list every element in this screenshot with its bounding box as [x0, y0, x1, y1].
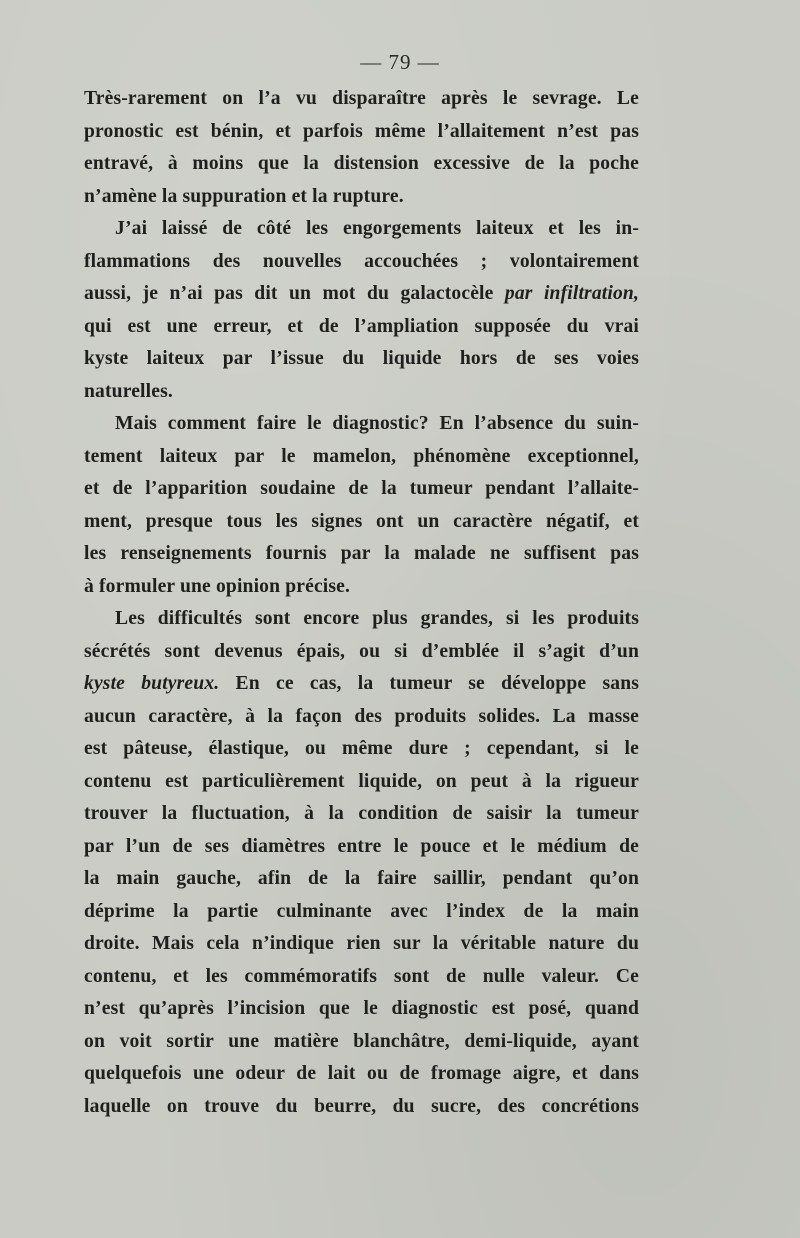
text-line: sécrétés sont devenus épais, ou si d’emblée il s’agit d’un — [84, 640, 639, 662]
text-line: et de l’apparition soudaine de la tumeur pendant l’allaite- — [84, 478, 639, 499]
text-line: n’est qu’après l’incision que le diagnostic est posé, quand — [84, 998, 639, 1019]
text-line: quelquefois une odeur de lait ou de fromage aigre, et dans — [84, 1063, 639, 1084]
page-number: — 79 — — [360, 50, 440, 74]
text-line: Très-rarement on l’a vu disparaître après le sevrage. Le — [84, 88, 639, 109]
text-segment: aussi, je n’ai pas dit un mot du galactocèle — [84, 283, 505, 304]
text-line: par l’un de ses diamètres entre le pouce et le médium de — [84, 835, 639, 857]
text-line: tement laiteux par le mamelon, phénomène exceptionnel, — [84, 445, 639, 467]
text-line: ment, presque tous les signes ont un caractère négatif, et — [84, 510, 639, 532]
text-line: la main gauche, afin de la faire saillir, pendant qu’on — [84, 868, 639, 889]
text-line: qui est une erreur, et de l’ampliation supposée du vrai — [84, 315, 639, 337]
text-line: pronostic est bénin, et parfois même l’allaitement n’est pas — [84, 120, 639, 142]
text-line: contenu, et les commémoratifs sont de nulle valeur. Ce — [84, 965, 639, 987]
text-line: flammations des nouvelles accouchées ; volontairement — [84, 250, 639, 272]
text-line: n’amène la suppuration et la rupture. — [84, 185, 404, 207]
italic-term: kyste butyreux. — [84, 673, 220, 694]
body-text — [84, 83, 639, 1123]
text-line: kyste laiteux par l’issue du liquide hors de ses voies — [84, 348, 639, 369]
text-segment: En ce cas, la tumeur se développe sans — [219, 673, 640, 694]
text-line: trouver la fluctuation, à la condition de saisir la tumeur — [84, 803, 639, 824]
text-line: contenu est particulièrement liquide, on peut à la rigueur — [84, 770, 639, 792]
text-line: droite. Mais cela n’indique rien sur la véritable nature du — [84, 933, 639, 954]
text-line — [84, 278, 639, 311]
text-line: déprime la partie culminante avec l’index de la main — [84, 900, 639, 922]
text-line: J’ai laissé de côté les engorgements laiteux et les in- — [115, 218, 639, 239]
text-line: laquelle on trouve du beurre, du sucre, des concrétions — [84, 1095, 639, 1117]
text-line: les renseignements fournis par la malade ne suffisent pas — [84, 543, 639, 564]
text-line: à formuler une opinion précise. — [84, 575, 351, 597]
text-line: Mais comment faire le diagnostic? En l’absence du suin- — [115, 413, 639, 434]
text-line: est pâteuse, élastique, ou même dure ; cependant, si le — [84, 738, 639, 759]
text-line: on voit sortir une matière blanchâtre, demi-liquide, ayant — [84, 1030, 639, 1052]
text-line — [84, 668, 639, 701]
text-line: Les difficultés sont encore plus grandes, si les produits — [115, 608, 639, 629]
text-line: naturelles. — [84, 380, 173, 402]
text-line: entravé, à moins que la distension excessive de la poche — [84, 153, 639, 174]
italic-term: par infiltration, — [504, 283, 639, 304]
text-line: aucun caractère, à la façon des produits solides. La masse — [84, 705, 639, 727]
